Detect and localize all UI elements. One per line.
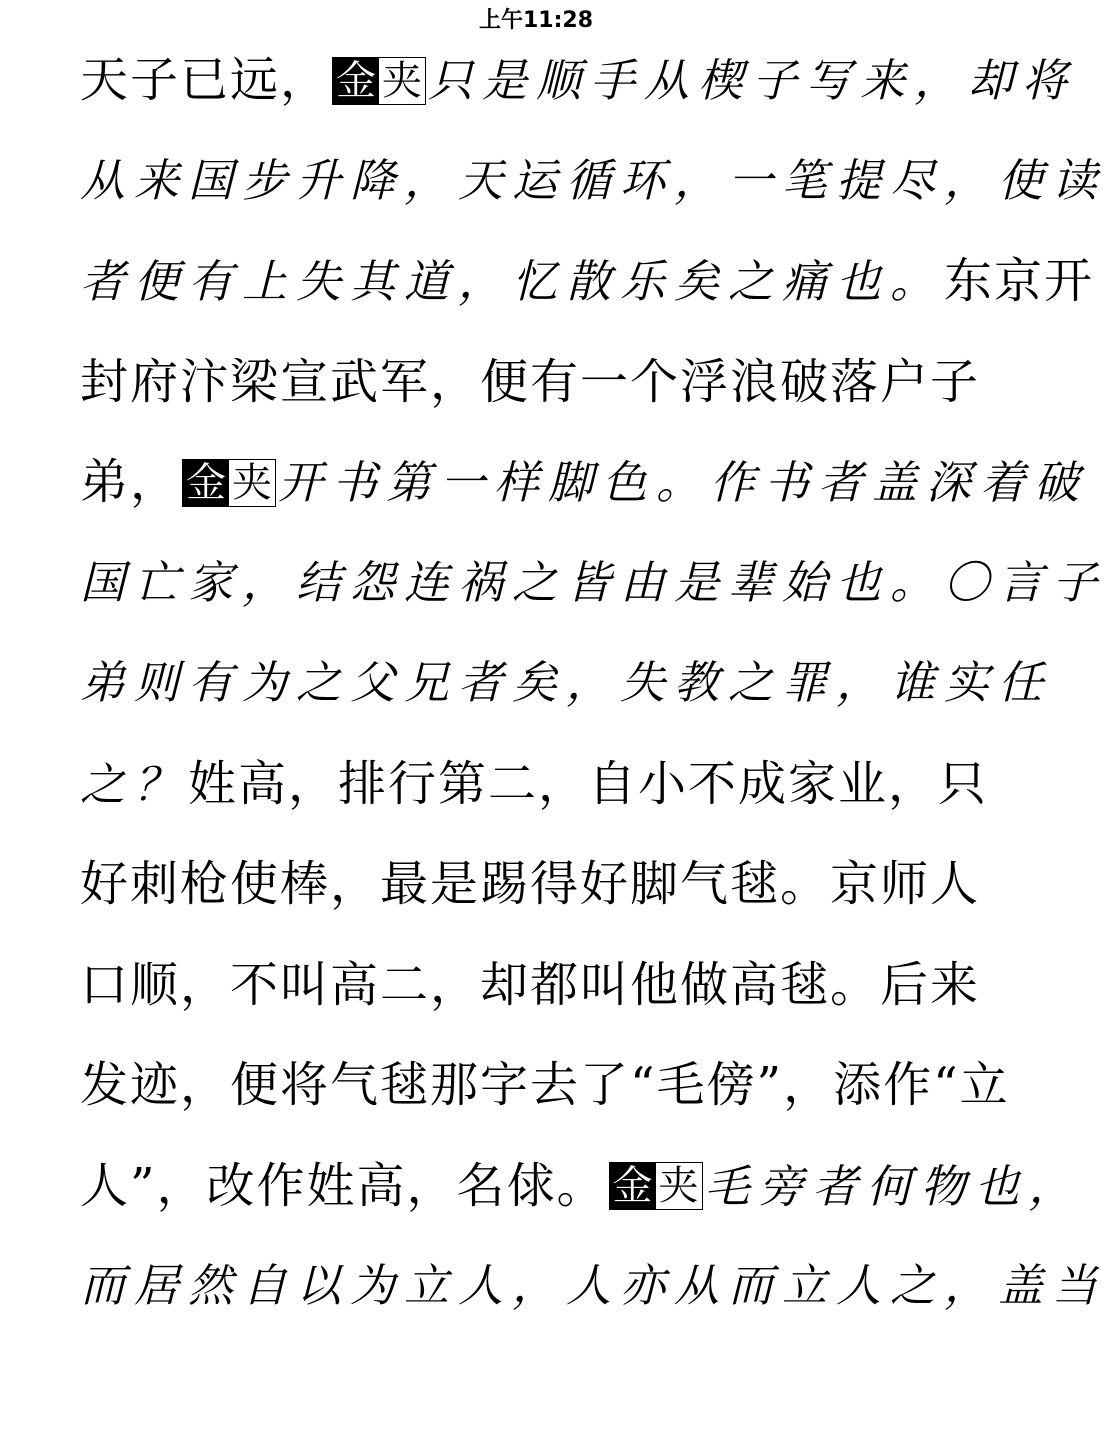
book-page xyxy=(80,30,1106,1430)
main-text: 口顺，不叫高二，却都叫他做高毬。后来 xyxy=(80,956,981,1013)
text-line xyxy=(80,332,1040,433)
commentary-text: 开书第一样脚色。作书者盖深着破 xyxy=(278,456,1089,509)
text-line xyxy=(80,935,1040,1036)
main-text: 发迹，便将气毬那字去了“毛傍”，添作“立 xyxy=(80,1057,1010,1113)
text-line xyxy=(80,1236,1106,1337)
main-text: 弟， xyxy=(80,454,181,510)
main-text: 东京开 xyxy=(944,253,1095,309)
text-line xyxy=(80,1136,1083,1237)
text-line xyxy=(80,432,1089,533)
commentary-marker xyxy=(182,459,276,507)
status-bar-time: 上午11:28 xyxy=(478,8,594,33)
commentary-marker-jin: 金 xyxy=(333,58,379,104)
text-line xyxy=(80,231,1095,332)
main-text: 人”，改作姓高，名俅。 xyxy=(80,1157,607,1214)
commentary-text: 弟则有为之父兄者矣，失教之罪，谁实任 xyxy=(80,656,1053,709)
commentary-marker xyxy=(332,57,426,105)
main-text: 天子已远， xyxy=(80,52,331,108)
commentary-marker-jia: 夹 xyxy=(379,58,425,104)
commentary-marker-jin: 金 xyxy=(610,1163,656,1209)
commentary-marker-jin: 金 xyxy=(183,460,229,506)
text-line xyxy=(80,633,1053,734)
main-text: 姓高，排行第二，自小不成家业，只 xyxy=(188,755,989,812)
commentary-marker xyxy=(609,1162,703,1210)
text-line xyxy=(80,533,1106,634)
commentary-text: 国亡家，结怨连祸之皆由是辈始也。〇言子 xyxy=(80,555,1106,609)
commentary-text: 从来国步升降，天运循环，一笔提尽，使读 xyxy=(80,153,1106,207)
commentary-text: 而居然自以为立人，人亦从而立人之，盖当 xyxy=(80,1259,1106,1312)
commentary-marker-jia: 夹 xyxy=(656,1163,702,1209)
text-line xyxy=(80,30,1077,131)
main-text: 好刺枪使棒，最是踢得好脚气毬。京师人 xyxy=(80,856,981,912)
text-line xyxy=(80,1035,1040,1136)
text-line xyxy=(80,131,1106,232)
commentary-marker-jia: 夹 xyxy=(229,460,275,506)
commentary-text: 毛旁者何物也， xyxy=(704,1159,1083,1213)
commentary-text: 者便有上失其道，忆散乐矣之痛也。 xyxy=(80,255,945,308)
commentary-text: 只是顺手从楔子写来，却将 xyxy=(428,54,1077,107)
main-text: 封府汴梁宣武军，便有一个浮浪破落户子 xyxy=(80,353,981,410)
text-line xyxy=(80,834,1040,935)
text-line xyxy=(80,734,1040,835)
commentary-text: 之？ xyxy=(80,757,189,811)
